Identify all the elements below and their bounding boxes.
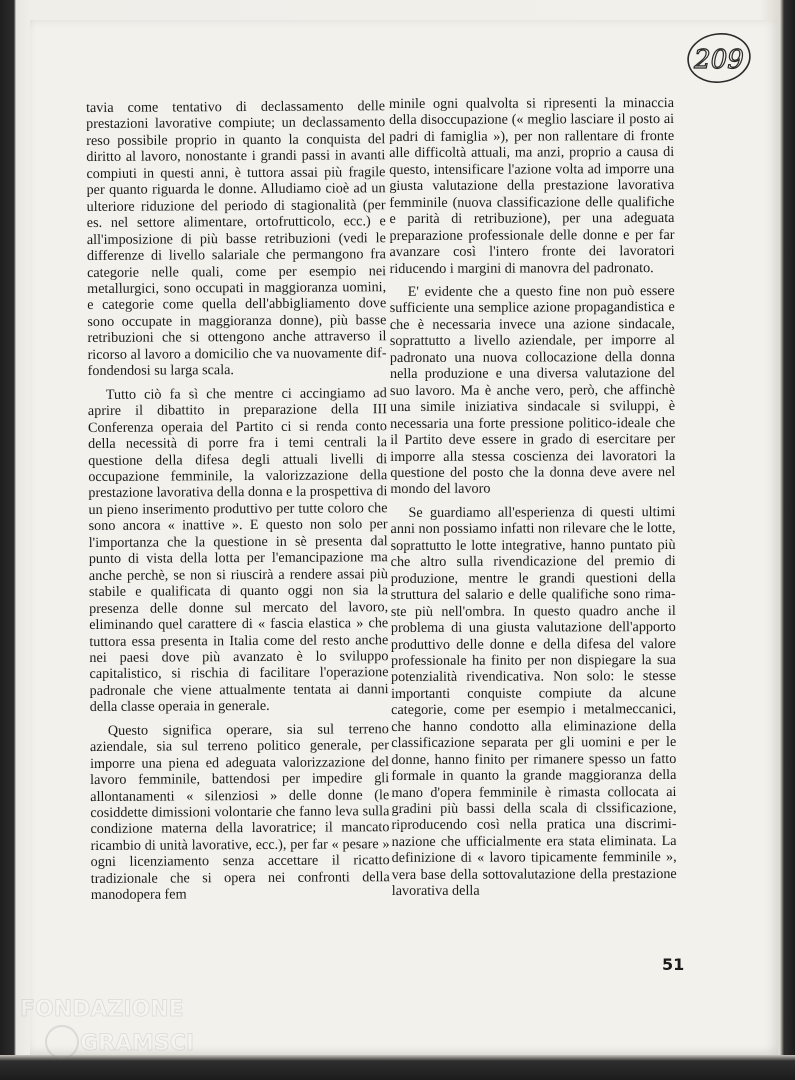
left-paragraph-3: Questo significa operare, sia sul terreno aziendale, sia sul terreno politico generale, per imporre una piena ed adeguata valorizzazione del lavoro femminile, battendosi per impedire gli allontanamenti « silenziosi » delle donne (le cosiddette dimissioni volontarie che fanno leva sulla condizione materna della lavoratrice; il mancato ricambio di unità lavorative, ecc.), per far « pesare » ogni licenziamento senza accettare il ricatto tradizionale che si opera nei confronti della manodopera fem [89, 720, 390, 904]
folio-number-text: 209 [694, 45, 744, 75]
left-paragraph-2: Tutto ciò fa sì che mentre ci accingiamo ad aprire il dibattito in preparazione della III Conferenza operaia del Partito ci si renda conto della necessità di porre fra i temi centrali la questione della difesa degli attuali livelli di occupazione femminile, la valorizzazione della prestazione lavorativa della donna e la prospettiva di un pieno inserimento produttivo per tutte coloro che sono ancora « inattive ». E questo non solo per l'importanza che la questione in sè presenta dal punto di vista della lotta per l'emancipazione ma anche perchè, se non si riuscirà a rendere assai più stabile e qualificata di quanto oggi non sia la presenza delle donne sul mercato del lavoro, eliminando quel carattere di « fascia elastica » che tuttora essa presenta in Italia come del resto anche nei paesi dove più avanzato è lo sviluppo capitalistico, si rischia di facilitare l'operazione padronale che viene attualmente tentata ai danni della classe operaia in generale. [87, 384, 389, 716]
left-column [86, 98, 390, 904]
right-paragraph-1: minile ogni qualvolta si ripresenti la minaccia della disoccupazione (« meglio lasciare il posto ai padri di famiglia »), per non rallentare di fronte alle difficoltà attuali, ma anzi, proprio a causa di questo, intensificare l'azione volta ad imporre una giusta valutazione della prestazione lavorativa femminile (nuova classificazione delle qualifiche e parità di retribuzione), per una adeguata preparazione professionale delle donne e per far avanzare così l'intero fronte dei lavoratori riducendo i margini di manovra del padronato. [389, 95, 675, 277]
handwritten-folio-number [686, 30, 752, 86]
page-number: 51 [662, 955, 685, 974]
watermark-line1: FONDAZIONE [20, 997, 184, 1022]
right-column [389, 95, 677, 900]
fondazione-gramsci-watermark [18, 990, 218, 1065]
left-paragraph-1: tavia come tentativo di declassamento delle prestazioni lavorative compiute; un declassamento reso possibile proprio in quanto la conquista del diritto al lavoro, nonostante i grandi passi in avanti compiuti in questi anni, è tuttora assai più fragile per quanto riguarda le donne. Alludiamo cioè ad un ulteriore riduzione del periodo di stagionalità (per es. nel settore alimentare, ortofrutticolo, ecc.) e all'imposizione di più basse retribuzioni (vedi le differenze di livello salariale che permangono fra categorie nelle quali, come per esempio nei metallurgici, sono occupati in maggioranza uomini, e categorie come quella dell'abbigliamento dove sono occupate in maggioranza donne), più basse retribuzioni che si ottengono anche attraverso il ricorso al lavoro a domicilio che va nuovamente diffondendosi su larga scala. [86, 98, 387, 380]
right-paragraph-2: E' evidente che a questo fine non può essere sufficiente una semplice azione propagandistica e che è necessaria invece una azione sindacale, soprattutto a livello aziendale, per imporre al padronato una nuova collocazione della donna nella produzione e una diversa valutazione del suo lavoro. Ma è anche vero, però, che affinchè una simile iniziativa sindacale si sviluppi, è necessaria una forte pressione politico-ideale che il Partito deve essere in grado di esercitare per imporre alla stessa coscienza dei lavoratori la questione del posto che la donna deve avere nel mondo del lavoro [389, 282, 676, 498]
right-paragraph-3: Se guardiamo all'esperienza di questi ultimi anni non possiamo infatti non rilevare che le lotte, soprattutto le lotte integrative, hanno puntato più che altro sulla rivendicazione del premio di produzione, mentre le grandi questioni della struttura del salario e delle qualifiche sono rimaste più nell'ombra. In questo quadro anche il problema di una giusta valutazione dell'apporto produttivo delle donne e della difesa del valore professionale ha finito per non dispiegare la sua potenzialità rivendicativa. Non solo: le stesse importanti conquiste compiute da alcune categorie, come per esempio i metalmeccanici, che hanno condotto alla eliminazione della classificazione separata per gli uomini e per le donne, hanno finito per rimanere spesso un fatto formale in quanto la grande maggioranza della mano d'opera femminile è rimasta collocata ai gradini più bassi della scala di clssificazione, riproducendo così nella pratica una discriminazione che ufficialmente era stata eliminata. La definizione di « lavoro tipicamente femminile », vera base della sottovalutazione della prestazione lavorativa della [390, 503, 677, 900]
watermark-line2: GRAMSCI [80, 1031, 195, 1056]
